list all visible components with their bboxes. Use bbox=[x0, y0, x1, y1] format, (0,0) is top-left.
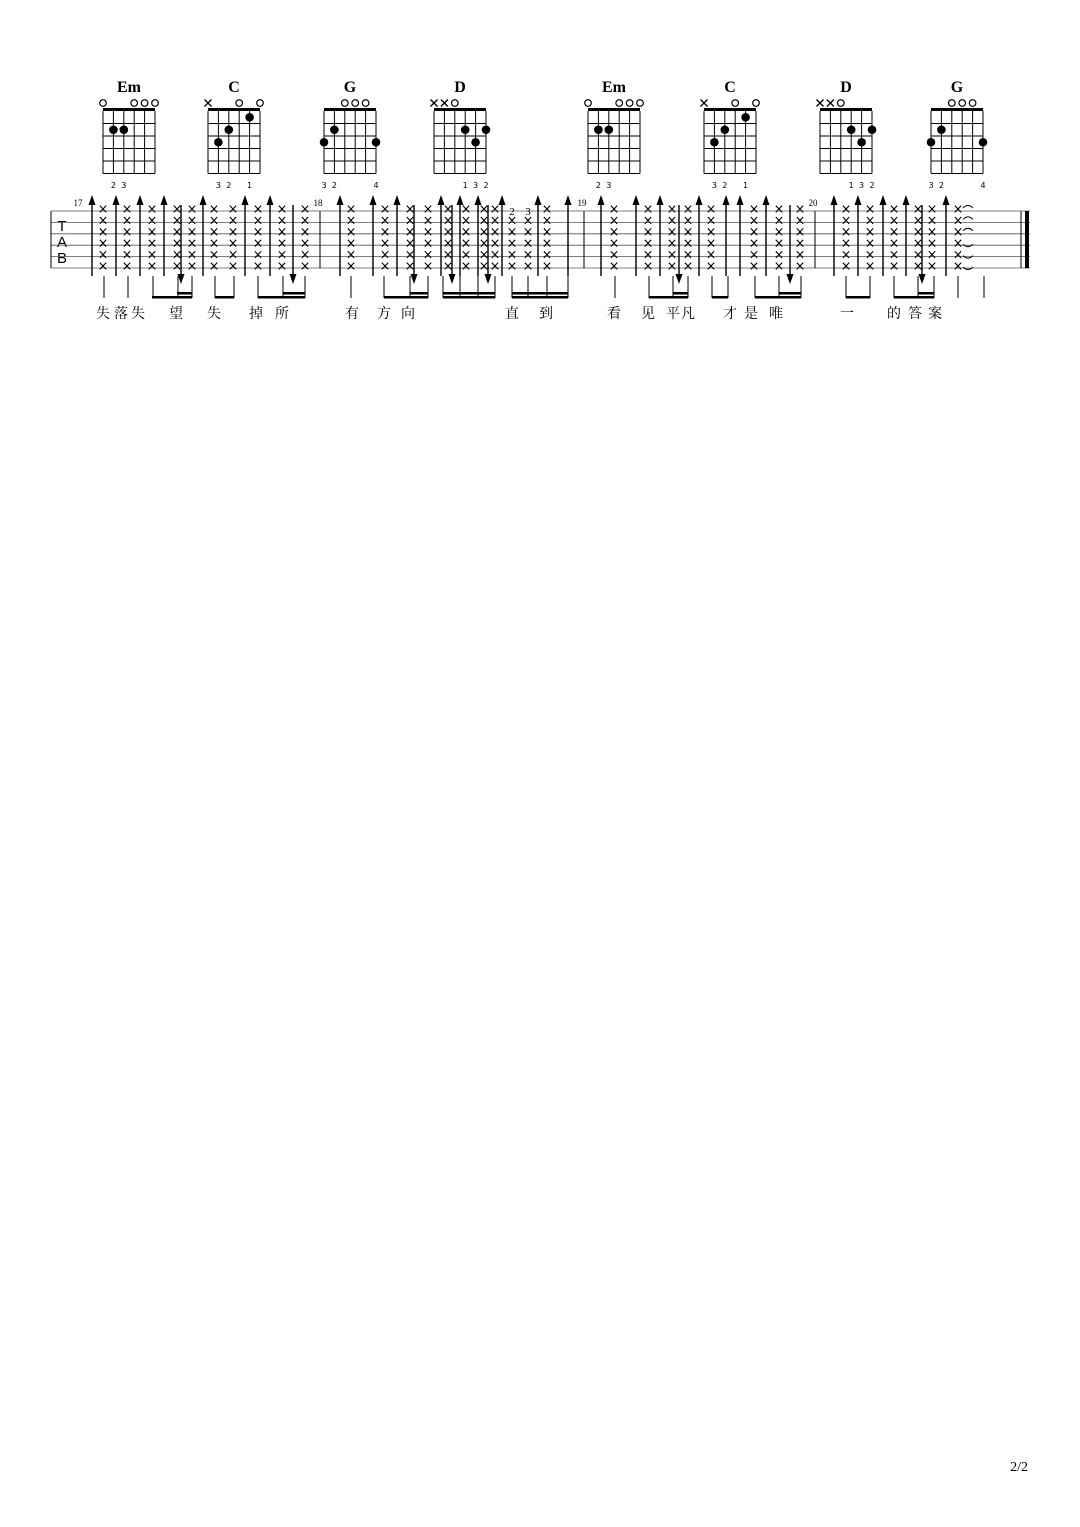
open-string-marker bbox=[585, 100, 592, 107]
lyric-character: 向 bbox=[401, 306, 415, 322]
beam bbox=[152, 296, 192, 299]
page-number: 2/2 bbox=[1010, 1460, 1028, 1475]
muted-string-marker bbox=[817, 100, 824, 107]
muted-strum bbox=[407, 206, 413, 270]
finger-dot bbox=[120, 125, 129, 134]
chord-nut bbox=[103, 108, 155, 111]
open-string-marker bbox=[838, 100, 845, 107]
finger-number: 2 bbox=[722, 181, 728, 190]
tab-clef-a: A bbox=[56, 234, 68, 251]
lyric-character: 掉 bbox=[249, 306, 263, 322]
muted-string-marker bbox=[431, 100, 438, 107]
beam bbox=[894, 296, 934, 299]
beam bbox=[755, 296, 801, 299]
finger-dot bbox=[245, 113, 254, 122]
lyric-character: 凡 bbox=[681, 306, 695, 322]
measure-number: 19 bbox=[577, 198, 587, 208]
chord-diagram-d bbox=[817, 79, 877, 190]
finger-number: 3 bbox=[121, 181, 127, 190]
upstroke-arrow bbox=[565, 195, 572, 276]
lyric-character: 所 bbox=[275, 306, 289, 322]
upstroke-arrow bbox=[696, 195, 703, 276]
finger-number: 2 bbox=[595, 181, 601, 190]
open-string-marker bbox=[236, 100, 243, 107]
finger-dot bbox=[320, 138, 329, 147]
lyric-character: 失 bbox=[207, 306, 221, 322]
beam bbox=[443, 292, 495, 295]
finger-number: 3 bbox=[473, 181, 479, 190]
open-string-marker bbox=[257, 100, 264, 107]
open-string-marker bbox=[152, 100, 159, 107]
finger-number: 1 bbox=[743, 181, 749, 190]
lyric-character: 案 bbox=[928, 306, 942, 322]
muted-strum bbox=[708, 206, 714, 270]
finger-number: 1 bbox=[462, 181, 468, 190]
upstroke-arrow bbox=[831, 195, 838, 276]
upstroke-arrow bbox=[855, 195, 862, 276]
finger-number: 2 bbox=[938, 181, 944, 190]
upstroke-arrow bbox=[880, 195, 887, 276]
chord-diagram-row bbox=[100, 79, 988, 190]
finger-dot bbox=[710, 138, 719, 147]
lyric-character: 答 bbox=[908, 306, 922, 322]
muted-strum bbox=[100, 206, 106, 270]
finger-dot bbox=[847, 125, 856, 134]
upstroke-arrow bbox=[535, 195, 542, 276]
finger-dot bbox=[605, 125, 614, 134]
tab-clef-t: T bbox=[57, 218, 67, 235]
downstroke-arrow bbox=[676, 205, 683, 284]
upstroke-arrow bbox=[200, 195, 207, 276]
lyric-character: 一 bbox=[840, 306, 854, 322]
finger-dot bbox=[225, 125, 234, 134]
lyric-row bbox=[96, 305, 942, 322]
upstroke-arrow bbox=[394, 195, 401, 276]
muted-strum bbox=[544, 206, 550, 270]
lyric-character: 失 bbox=[96, 306, 110, 322]
beam bbox=[258, 296, 305, 299]
muted-strum bbox=[843, 206, 849, 270]
muted-strum bbox=[463, 206, 469, 270]
muted-strum bbox=[211, 206, 217, 270]
finger-number: 2 bbox=[331, 181, 337, 190]
finger-dot bbox=[461, 125, 470, 134]
chord-name: C bbox=[228, 79, 240, 96]
downstroke-arrow bbox=[787, 205, 794, 284]
finger-number: 2 bbox=[110, 181, 116, 190]
upstroke-arrow bbox=[943, 195, 950, 276]
muted-strum bbox=[929, 206, 935, 270]
finger-dot bbox=[109, 125, 118, 134]
muted-strum bbox=[302, 206, 308, 270]
open-string-marker bbox=[141, 100, 148, 107]
muted-strum bbox=[124, 206, 130, 270]
chord-name: D bbox=[454, 79, 466, 96]
finger-number: 3 bbox=[606, 181, 612, 190]
measure-number: 20 bbox=[808, 198, 818, 208]
muted-strum bbox=[669, 206, 675, 270]
finger-number: 1 bbox=[848, 181, 854, 190]
upstroke-arrow bbox=[598, 195, 605, 276]
beam bbox=[215, 296, 234, 299]
muted-strum bbox=[797, 206, 803, 270]
lyric-character: 的 bbox=[887, 306, 901, 322]
muted-string-marker bbox=[827, 100, 834, 107]
chord-diagram-em bbox=[100, 79, 159, 190]
beam bbox=[443, 296, 495, 299]
finger-dot bbox=[471, 138, 480, 147]
upstroke-arrow bbox=[89, 195, 96, 276]
finger-number: 2 bbox=[869, 181, 875, 190]
upstroke-arrow bbox=[763, 195, 770, 276]
chord-diagram-em bbox=[585, 79, 644, 190]
open-string-marker bbox=[753, 100, 760, 107]
finger-dot bbox=[214, 138, 223, 147]
muted-strum bbox=[348, 206, 354, 270]
open-string-marker bbox=[342, 100, 349, 107]
upstroke-arrow bbox=[370, 195, 377, 276]
open-string-marker bbox=[131, 100, 138, 107]
upstroke-arrow bbox=[161, 195, 168, 276]
muted-strum bbox=[230, 206, 236, 270]
lyric-character: 到 bbox=[539, 306, 553, 322]
finger-number: 2 bbox=[226, 181, 232, 190]
muted-string-marker bbox=[205, 100, 212, 107]
tab-fret-number: 2 bbox=[509, 206, 515, 218]
lyric-character: 是 bbox=[744, 306, 758, 322]
finger-dot bbox=[741, 113, 750, 122]
beam bbox=[712, 296, 728, 299]
open-string-marker bbox=[637, 100, 644, 107]
upstroke-arrow bbox=[737, 195, 744, 276]
open-string-marker bbox=[100, 100, 107, 107]
beam bbox=[384, 296, 428, 299]
upstroke-arrow bbox=[723, 195, 730, 276]
chord-nut bbox=[208, 108, 260, 111]
chord-name: G bbox=[950, 79, 964, 96]
muted-strum bbox=[685, 206, 691, 270]
beam bbox=[512, 292, 568, 295]
chord-diagram-d bbox=[431, 79, 491, 190]
lyric-character: 平 bbox=[666, 306, 680, 322]
finger-number: 3 bbox=[711, 181, 717, 190]
lyric-character: 失 bbox=[131, 306, 145, 322]
lyric-character: 方 bbox=[377, 306, 391, 322]
muted-strum bbox=[382, 206, 388, 270]
muted-strum bbox=[481, 206, 487, 270]
open-string-marker bbox=[969, 100, 976, 107]
muted-strum bbox=[509, 217, 515, 269]
lyric-character: 直 bbox=[505, 306, 519, 322]
muted-strum bbox=[751, 206, 757, 270]
muted-strum bbox=[891, 206, 897, 270]
upstroke-arrow bbox=[438, 195, 445, 276]
finger-number: 4 bbox=[980, 181, 986, 190]
finger-dot bbox=[979, 138, 988, 147]
rhythm-notation bbox=[104, 276, 984, 299]
open-string-marker bbox=[949, 100, 956, 107]
beam bbox=[779, 292, 801, 295]
upstroke-arrow bbox=[475, 195, 482, 276]
beam bbox=[846, 296, 870, 299]
beam bbox=[918, 292, 934, 295]
muted-strum bbox=[915, 206, 921, 270]
lyric-character: 有 bbox=[345, 306, 359, 322]
muted-strum bbox=[255, 206, 261, 270]
measure-number: 17 bbox=[73, 198, 83, 208]
open-string-marker bbox=[352, 100, 359, 107]
finger-number: 3 bbox=[928, 181, 934, 190]
downstroke-arrow bbox=[290, 205, 297, 284]
upstroke-arrow bbox=[657, 195, 664, 276]
finger-number: 3 bbox=[859, 181, 865, 190]
tab-clef-b: B bbox=[56, 250, 68, 267]
lyric-character: 见 bbox=[641, 306, 655, 322]
muted-strum bbox=[425, 206, 431, 270]
finger-dot bbox=[482, 125, 491, 134]
chord-diagram-g bbox=[927, 79, 988, 190]
finger-dot bbox=[330, 125, 339, 134]
open-string-marker bbox=[626, 100, 633, 107]
measure-number: 18 bbox=[313, 198, 323, 208]
open-string-marker bbox=[732, 100, 739, 107]
chord-nut bbox=[434, 108, 486, 111]
upstroke-arrow bbox=[903, 195, 910, 276]
chord-nut bbox=[588, 108, 640, 111]
muted-strum bbox=[492, 206, 498, 270]
muted-strum bbox=[279, 206, 285, 270]
tab-fret-number: 3 bbox=[525, 206, 531, 218]
lyric-character: 才 bbox=[723, 306, 737, 322]
muted-strum bbox=[867, 206, 873, 270]
lyric-character: 望 bbox=[169, 306, 183, 322]
beam bbox=[649, 296, 688, 299]
open-string-marker bbox=[616, 100, 623, 107]
tab-staff bbox=[51, 195, 1030, 299]
finger-number: 1 bbox=[247, 181, 253, 190]
final-barline-thick bbox=[1025, 211, 1029, 268]
muted-strum bbox=[776, 206, 782, 270]
chord-name: G bbox=[343, 79, 357, 96]
upstroke-arrow bbox=[242, 195, 249, 276]
upstroke-arrow bbox=[113, 195, 120, 276]
finger-dot bbox=[857, 138, 866, 147]
lyric-character: 看 bbox=[607, 306, 621, 322]
lyric-character: 唯 bbox=[769, 306, 783, 322]
beam bbox=[410, 292, 428, 295]
finger-dot bbox=[594, 125, 603, 134]
final-chord-ties bbox=[955, 206, 973, 270]
beam bbox=[512, 296, 568, 299]
finger-number: 2 bbox=[483, 181, 489, 190]
chord-name: Em bbox=[602, 79, 626, 96]
muted-strum bbox=[174, 206, 180, 270]
chord-name: Em bbox=[117, 79, 141, 96]
finger-number: 3 bbox=[215, 181, 221, 190]
finger-dot bbox=[927, 138, 936, 147]
upstroke-arrow bbox=[499, 195, 506, 276]
upstroke-arrow bbox=[137, 195, 144, 276]
muted-strum bbox=[525, 217, 531, 269]
chord-diagram-c bbox=[205, 79, 264, 190]
muted-strum bbox=[189, 206, 195, 270]
upstroke-arrow bbox=[267, 195, 274, 276]
chord-diagram-c bbox=[701, 79, 760, 190]
beam bbox=[673, 292, 688, 295]
open-string-marker bbox=[362, 100, 369, 107]
muted-strum bbox=[645, 206, 651, 270]
finger-dot bbox=[868, 125, 877, 134]
muted-strum bbox=[445, 206, 451, 270]
beam bbox=[177, 292, 192, 295]
muted-string-marker bbox=[701, 100, 708, 107]
muted-string-marker bbox=[441, 100, 448, 107]
open-string-marker bbox=[452, 100, 459, 107]
beam bbox=[283, 292, 305, 295]
upstroke-arrow bbox=[337, 195, 344, 276]
muted-strum bbox=[149, 206, 155, 270]
chord-name: D bbox=[840, 79, 852, 96]
finger-dot bbox=[937, 125, 946, 134]
chord-nut bbox=[931, 108, 983, 111]
chord-diagram-g bbox=[320, 79, 381, 190]
lyric-character: 落 bbox=[114, 306, 128, 322]
upstroke-arrow bbox=[633, 195, 640, 276]
upstroke-arrow bbox=[457, 195, 464, 276]
open-string-marker bbox=[959, 100, 966, 107]
muted-strum bbox=[611, 206, 617, 270]
chord-nut bbox=[324, 108, 376, 111]
chord-name: C bbox=[724, 79, 736, 96]
finger-number: 4 bbox=[373, 181, 379, 190]
finger-number: 3 bbox=[321, 181, 327, 190]
chord-nut bbox=[704, 108, 756, 111]
finger-dot bbox=[721, 125, 730, 134]
finger-dot bbox=[372, 138, 381, 147]
chord-nut bbox=[820, 108, 872, 111]
